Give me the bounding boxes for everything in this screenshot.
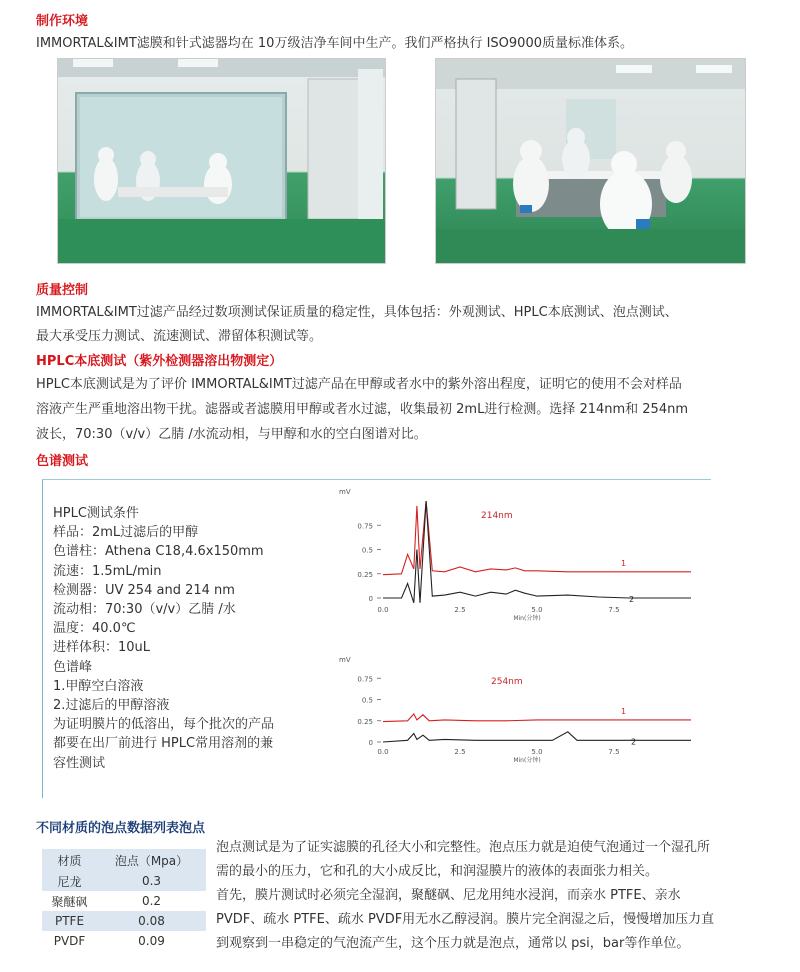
table-cell-material: 尼龙 (42, 871, 97, 891)
chart-title: 254nm (491, 677, 523, 687)
section-title-hplc: HPLC本底测试（紫外检测器溶出物测定） (36, 354, 283, 369)
chromatography-panel (42, 479, 711, 798)
cleanroom-photo-2 (435, 58, 746, 264)
table-cell-material: PTFE (42, 911, 97, 931)
y-axis-label: mV (339, 488, 351, 496)
x-tick-label: 5.0 (531, 748, 543, 756)
x-tick-label: 7.5 (608, 606, 620, 614)
hplc-condition-line: 样品：2mL过滤后的甲醇 (53, 525, 199, 541)
hplc-condition-line: 2.过滤后的甲醇溶液 (53, 698, 170, 713)
hplc-condition-line: 为证明膜片的低溶出，每个批次的产品 (53, 717, 275, 733)
bubble-point-text-line-4: PVDF、疏水 PTFE、疏水 PVDF用无水乙醇浸润。膜片完全润湿之后，慢慢增加压力直 (216, 912, 715, 927)
series-line-2 (383, 501, 691, 603)
qc-text-line-2: 最大承受压力测试、流速测试、滞留体积测试等。 (36, 329, 323, 344)
x-tick-label: 2.5 (454, 606, 466, 614)
bubble-point-text-line-1: 泡点测试是为了证实滤膜的孔径大小和完整性。泡点压力就是迫使气泡通过一个湿孔所 (216, 840, 711, 855)
x-tick-label: 5.0 (531, 606, 543, 614)
hplc-condition-line: 1.甲醇空白溶液 (53, 678, 144, 694)
chromatogram-charts (291, 480, 711, 798)
y-tick-label: 0 (368, 595, 373, 603)
bubble-point-text-line-5: 到观察到一串稳定的气泡流产生，这个压力就是泡点，通常以 psi，bar等作单位。 (216, 936, 690, 951)
table-header-bubble-point: 泡点（Mpa） (97, 849, 206, 871)
hplc-condition-line: 色谱柱：Athena C18,4.6x150mm (53, 544, 264, 560)
series-line-2 (383, 732, 691, 742)
table-row (42, 911, 206, 931)
hplc-condition-line: HPLC测试条件 (53, 506, 139, 521)
hplc-condition-line: 流速：1.5mL/min (53, 563, 162, 579)
y-tick-label: 0 (368, 739, 373, 747)
series-label-2: 2 (631, 737, 637, 747)
hplc-condition-line: 检测器：UV 254 and 214 nm (53, 582, 235, 598)
y-axis-label: mV (339, 656, 351, 664)
table-cell-material: 聚醚砜 (42, 891, 97, 911)
table-cell-material: PVDF (42, 931, 97, 951)
bubble-point-text-line-2: 需的最小的压力，它和孔的大小成反比，和润湿膜片的液体的表面张力相关。 (216, 864, 659, 879)
y-tick-label: 0.75 (357, 522, 373, 531)
table-cell-value: 0.08 (97, 911, 206, 931)
hplc-text-line-3: 波长，70:30（v/v）乙腈 /水流动相，与甲醇和水的空白图谱对比。 (36, 427, 427, 442)
section-title-quality-control: 质量控制 (36, 283, 89, 298)
hplc-text-line-2: 溶液产生严重地溶出物干扰。滤器或者滤膜用甲醇或者水过滤，收集最初 2mL进行检测。选择 214nm和 254nm (36, 402, 689, 417)
series-label-1: 1 (621, 558, 627, 568)
table-cell-value: 0.2 (97, 891, 206, 911)
qc-text-line-1: IMMORTAL&IMT过滤产品经过数项测试保证质量的稳定性，具体包括：外观测试、HPLC本底测试、泡点测试、 (36, 305, 678, 320)
y-tick-label: 0.25 (357, 717, 373, 726)
section-title-chromatography: 色谱测试 (36, 454, 89, 469)
x-tick-label: 0.0 (377, 606, 389, 614)
environment-text: IMMORTAL&IMT滤膜和针式滤器均在 10万级洁净车间中生产。我们严格执行 ISO9000质量标准体系。 (36, 36, 633, 51)
y-tick-label: 0.5 (361, 696, 373, 705)
hplc-text-line-1: HPLC本底测试是为了评价 IMMORTAL&IMT过滤产品在甲醇或者水中的紫外溶出程度，证明它的使用不会对样品 (36, 377, 682, 392)
hplc-condition-line: 色谱峰 (53, 659, 93, 675)
cleanroom-photo-1 (57, 58, 386, 264)
x-tick-label: 7.5 (608, 748, 620, 756)
hplc-condition-line: 容性测试 (53, 755, 106, 771)
table-row (42, 931, 206, 951)
hplc-condition-line: 温度：40.0℃ (53, 621, 136, 637)
x-axis-label: Min(分钟) (513, 757, 541, 764)
chart-title: 214nm (481, 511, 513, 521)
hplc-condition-line: 都要在出厂前进行 HPLC常用溶剂的兼 (53, 736, 274, 752)
table-row (42, 891, 206, 911)
series-line-1 (383, 501, 691, 575)
section-title-environment: 制作环境 (36, 14, 89, 29)
hplc-condition-line: 流动相：70:30（v/v）乙腈 /水 (53, 602, 236, 617)
x-tick-label: 0.0 (377, 748, 389, 756)
y-tick-label: 0.25 (357, 570, 373, 579)
table-header-material: 材质 (42, 849, 97, 871)
series-label-2: 2 (629, 595, 635, 604)
table-row (42, 871, 206, 891)
bubble-point-text-line-3: 首先，膜片测试时必须完全湿润，聚醚砜、尼龙用纯水浸润，而亲水 PTFE、亲水 (216, 888, 681, 903)
y-tick-label: 0.75 (357, 675, 373, 684)
x-tick-label: 2.5 (454, 748, 466, 756)
bubble-point-table (42, 849, 206, 951)
section-title-bubble-point: 不同材质的泡点数据列表泡点 (36, 821, 206, 836)
x-axis-label: Min(分钟) (513, 615, 541, 622)
table-cell-value: 0.3 (97, 871, 206, 891)
series-label-1: 1 (621, 706, 627, 716)
y-tick-label: 0.5 (361, 546, 373, 555)
hplc-condition-line: 进样体积：10uL (53, 640, 151, 656)
table-cell-value: 0.09 (97, 931, 206, 951)
series-line-1 (383, 714, 691, 722)
